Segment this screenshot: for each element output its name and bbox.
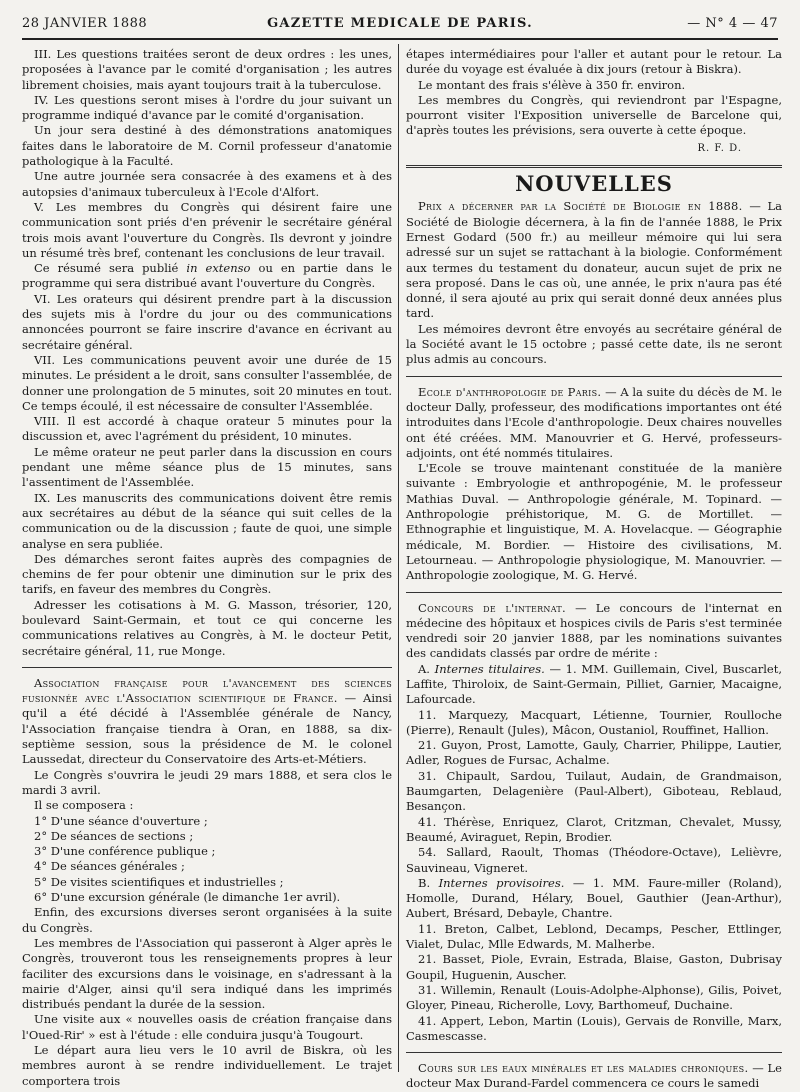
list-item: 6° D'une excursion générale (le dimanche 1er avril). [34, 890, 341, 905]
article-heading: Prix a décerner par la Société de Biologie en 1888. [418, 199, 743, 214]
paragraph: 21. Guyon, Prost, Lamotte, Gauly, Charrier, Philippe, Lautier, Adler, Rogues de Fursac, Achalme. [406, 738, 782, 768]
article-body: — La Société de Biologie décernera, à la fin de l'année 1888, le Prix Ernest Godard (500 fr.) au meilleur mémoire qui lui sera adressé sur un sujet se rattachant à la biologie. Conformément aux termes du testament du donateur, aucun sujet de prix ne sera proposé. Dans le cas où, une année, le prix n'aura pas été donné, il sera ajouté au prix qui serait donné deux années plus tard. [406, 199, 782, 321]
paragraph: 31. Chipault, Sardou, Tuilaut, Audain, de Grandmaison, Baumgarten, Delagenière (Paul-Albert), Giboteau, Reblaud, Besançon. [406, 768, 782, 814]
paragraph: Une visite aux « nouvelles oasis de création française dans l'Oued-Rir' » est à l'étude : elle conduira jusqu'à Tougourt. [22, 1012, 392, 1042]
paragraph: 54. Sallard, Raoult, Thomas (Théodore-Octave), Lelièvre, Sauvineau, Vigneret. [406, 845, 782, 875]
paragraph: Le Congrès s'ouvrira le jeudi 29 mars 1888, et sera clos le mardi 3 avril. [22, 767, 392, 797]
issue-page-number: — N° 4 — 47 [687, 16, 778, 31]
article-body: — Le concours de l'internat en médecine des hôpitaux et hospices civils de Paris s'est terminée vendredi soir 20 janvier 1888, par les nominations suivantes des candidats classés par ordre de mérite : [406, 600, 782, 661]
paragraph: 11. Marquezy, Macquart, Létienne, Tournier, Roulloche (Pierre), Renault (Jules), Mâcon, Oustaniol, Rouffinet, Hallion. [406, 707, 782, 737]
section-rule [406, 592, 782, 593]
paragraph: Le montant des frais s'élève à 350 fr. environ. [418, 77, 686, 92]
paragraph: Un jour sera destiné à des démonstrations anatomiques faites dans le laboratoire de M. Cornil professeur d'anatomie pathologique à la Faculté. [22, 123, 392, 169]
header-rule [22, 38, 778, 40]
list-body: — 1. MM. Guillemain, Civel, Buscarlet, Laffite, Thiroloix, de Saint-Germain, Pilliet, Garnier, Macaigne, Lafourcade. [406, 661, 782, 707]
paragraph: Les membres de l'Association qui passeront à Alger après le Congrès, trouveront tous les renseignements propres à leur faciliter des excursions dans le voisinage, en s'adressant à la mairie d'Alger, ainsi qu'il sera indiqué dans les imprimés distribués pendant la durée de la session. [22, 935, 392, 1012]
section-rule [406, 165, 782, 168]
section-rule [22, 667, 392, 668]
left-column [22, 47, 393, 1088]
article-body: — A la suite du décès de M. le docteur Dally, professeur, des modifications importantes ont été introduites dans l'Ecole d'anthropologie. Deux chaires nouvelles ont été créées. MM. Manouvrier et G. Hervé, professeurs-adjoints, ont été nommés titulaires. [406, 384, 782, 460]
section-rule [406, 376, 782, 377]
list-group-a [406, 662, 782, 708]
page-header [22, 16, 778, 38]
list-body: — 1. MM. Faure-miller (Roland), Homolle, Durand, Hélary, Bouel, Gauthier (Jean-Arthur), Aubert, Brésard, Debayle, Chantre. [406, 875, 782, 921]
text-run: Ce résumé sera publié [34, 261, 179, 276]
list-item: 3° D'une conférence publique ; [34, 844, 216, 859]
section-rule [406, 1052, 782, 1053]
paragraph: VIII. Il est accordé à chaque orateur 5 minutes pour la discussion et, avec l'agrément du président, 10 minutes. [22, 414, 392, 444]
publication-title: GAZETTE MEDICALE DE PARIS. [267, 16, 533, 31]
section-heading: NOUVELLES [515, 171, 673, 197]
column-divider [398, 44, 399, 1072]
text-run: ou en partie dans le programme qui sera distribué avant l'ouverture du Congrès. [22, 261, 393, 291]
paragraph: 11. Breton, Calbet, Leblond, Decamps, Pescher, Ettlinger, Vialet, Dulac, Mlle Edwards, M. Malherbe. [406, 921, 782, 952]
article-cours [406, 1061, 782, 1092]
list-prefix: B. [418, 875, 431, 890]
paragraph: Enfin, des excursions diverses seront organisées à la suite du Congrès. [22, 905, 392, 935]
paragraph: Les mémoires devront être envoyés au secrétaire général de la Société avant le 15 octobre ; passé cette date, ils ne seront plus admis au concours. [406, 321, 782, 367]
paragraph: IX. Les manuscrits des communications doivent être remis aux secrétaires au début de la séance qui suit celles de la communication ou de la discussion ; faute de quoi, une simple analyse en sera publiée. [22, 490, 392, 551]
paragraph: 41. Appert, Lebon, Martin (Louis), Gervais de Ronville, Marx, Casmescasse. [406, 1013, 782, 1043]
article-body: — Ainsi qu'il a été décidé à l'Assemblée générale de Nancy, l'Association française tiendra à Oran, en 1888, sa dix-septième session, sous la présidence de M. le colonel Laussedat, directeur du Conservatoire des Arts-et-Métiers. [22, 691, 392, 767]
paragraph: Le départ aura lieu vers le 10 avril de Biskra, où les membres auront à se rendre individuellement. Le trajet comportera trois [22, 1043, 392, 1088]
list-group-b [406, 876, 782, 922]
paragraph: Des démarches seront faites auprès des compagnies de chemins de fer pour obtenir une diminution sur le prix des tarifs, en faveur des membres du Congrès. [22, 551, 392, 597]
paragraph: Le même orateur ne peut parler dans la discussion en cours pendant une même séance plus de 15 minutes, sans l'assentiment de l'Assemblée. [22, 444, 392, 490]
paragraph: Une autre journée sera consacrée à des examens et à des autopsies d'animaux tuberculeux à l'Ecole d'Alfort. [22, 169, 392, 199]
paragraph: étapes intermédiaires pour l'aller et autant pour le retour. La durée du voyage est évaluée à dix jours (retour à Biskra). [406, 47, 782, 77]
italic-text: in extenso [186, 261, 251, 276]
paragraph: L'Ecole se trouve maintenant constituée de la manière suivante : Embryologie et anthropogénie, M. le professeur Mathias Duval. — Anthropologie générale, M. Topinard. — Anthropologie préhistorique, M. G. de Mortillet. — Ethnographie et linguistique, M. A. Hovelacque. — Géographie médicale, M. Bordier. — Histoire des civilisations, M. Letourneau. — Anthropologie physiologique, M. Manouvrier. — Anthropologie zoologique, M. G. Hervé. [406, 461, 782, 583]
article-ecole [406, 385, 782, 461]
paragraph: III. Les questions traitées seront de deux ordres : les unes, proposées à l'avance par le comité d'organisation ; les autres librement choisies, mais ayant toujours trait à la tuberculose. [22, 47, 392, 92]
list-prefix: A. [418, 661, 430, 676]
paragraph: VII. Les communications peuvent avoir une durée de 15 minutes. Le président a le droit, sans consulter l'assemblée, de donner une prolongation de 5 minutes, soit 20 minutes en tout. Ce temps écoulé, il est nécessaire de consulter l'Assemblée. [22, 352, 392, 413]
list-item: 4° De séances générales ; [34, 859, 185, 874]
paragraph: 31. Willemin, Renault (Louis-Adolphe-Alphonse), Gilis, Poivet, Gloyer, Pineau, Richerolle, Lovy, Barthomeuf, Duchaine. [406, 982, 782, 1013]
signature: R. F. D. [697, 142, 742, 154]
paragraph: Adresser les cotisations à M. G. Masson, trésorier, 120, boulevard Saint-Germain, et tout ce qui concerne les communications relatives au Congrès, à M. le docteur Petit, secrétaire général, 11, rue Monge. [22, 597, 392, 658]
right-column [406, 47, 782, 1091]
paragraph: V. Les membres du Congrès qui désirent faire une communication sont priés d'en prévenir le secrétaire général trois mois avant l'ouverture du Congrès. Ils devront y joindre un résumé très bref, contenant les conclusions de leur travail. [22, 199, 392, 260]
article-body: — Le docteur Max Durand-Fardel commencera ce cours le samedi [406, 1061, 782, 1091]
paragraph: 21. Basset, Piole, Evrain, Estrada, Blaise, Gaston, Dubrisay Goupil, Huguenin, Auscher. [406, 952, 782, 982]
paragraph: 41. Thérèse, Enriquez, Clarot, Critzman, Chevalet, Mussy, Beaumé, Aviraguet, Repin, Brodier. [406, 814, 782, 844]
list-label: Internes provisoires. [438, 875, 565, 890]
article-afas [22, 676, 392, 768]
paragraph: Il se composera : [34, 798, 134, 813]
paragraph [22, 261, 392, 292]
issue-date: 28 JANVIER 1888 [22, 16, 148, 31]
article-heading: Concours de l'internat. [418, 600, 566, 615]
list-item: 5° De visites scientifiques et industrielles ; [34, 874, 284, 889]
paragraph: VI. Les orateurs qui désirent prendre part à la discussion des sujets mis à l'ordre du jour ou des communications annoncées pourront se faire inscrire d'avance en écrivant au secrétaire général. [22, 291, 392, 352]
article-heading: Association française pour l'avancement des sciences fusionnée avec l'Association scientifique de France. [22, 675, 392, 706]
paragraph: IV. Les questions seront mises à l'ordre du jour suivant un programme indiqué d'avance par le comité d'organisation. [22, 92, 392, 123]
paragraph: Les membres du Congrès, qui reviendront par l'Espagne, pourront visiter l'Exposition universelle de Barcelone qui, d'après toutes les prévisions, sera ouverte à cette époque. [406, 92, 782, 138]
list-label: Internes titulaires. [434, 661, 545, 676]
list-item: 1° D'une séance d'ouverture ; [34, 813, 208, 828]
article-internat [406, 601, 782, 662]
article-prix [406, 199, 782, 321]
article-heading: Ecole d'anthropologie de Paris. [418, 384, 602, 399]
article-heading: Cours sur les eaux minérales et les maladies chroniques. [418, 1061, 749, 1076]
list-item: 2° De séances de sections ; [34, 828, 194, 843]
